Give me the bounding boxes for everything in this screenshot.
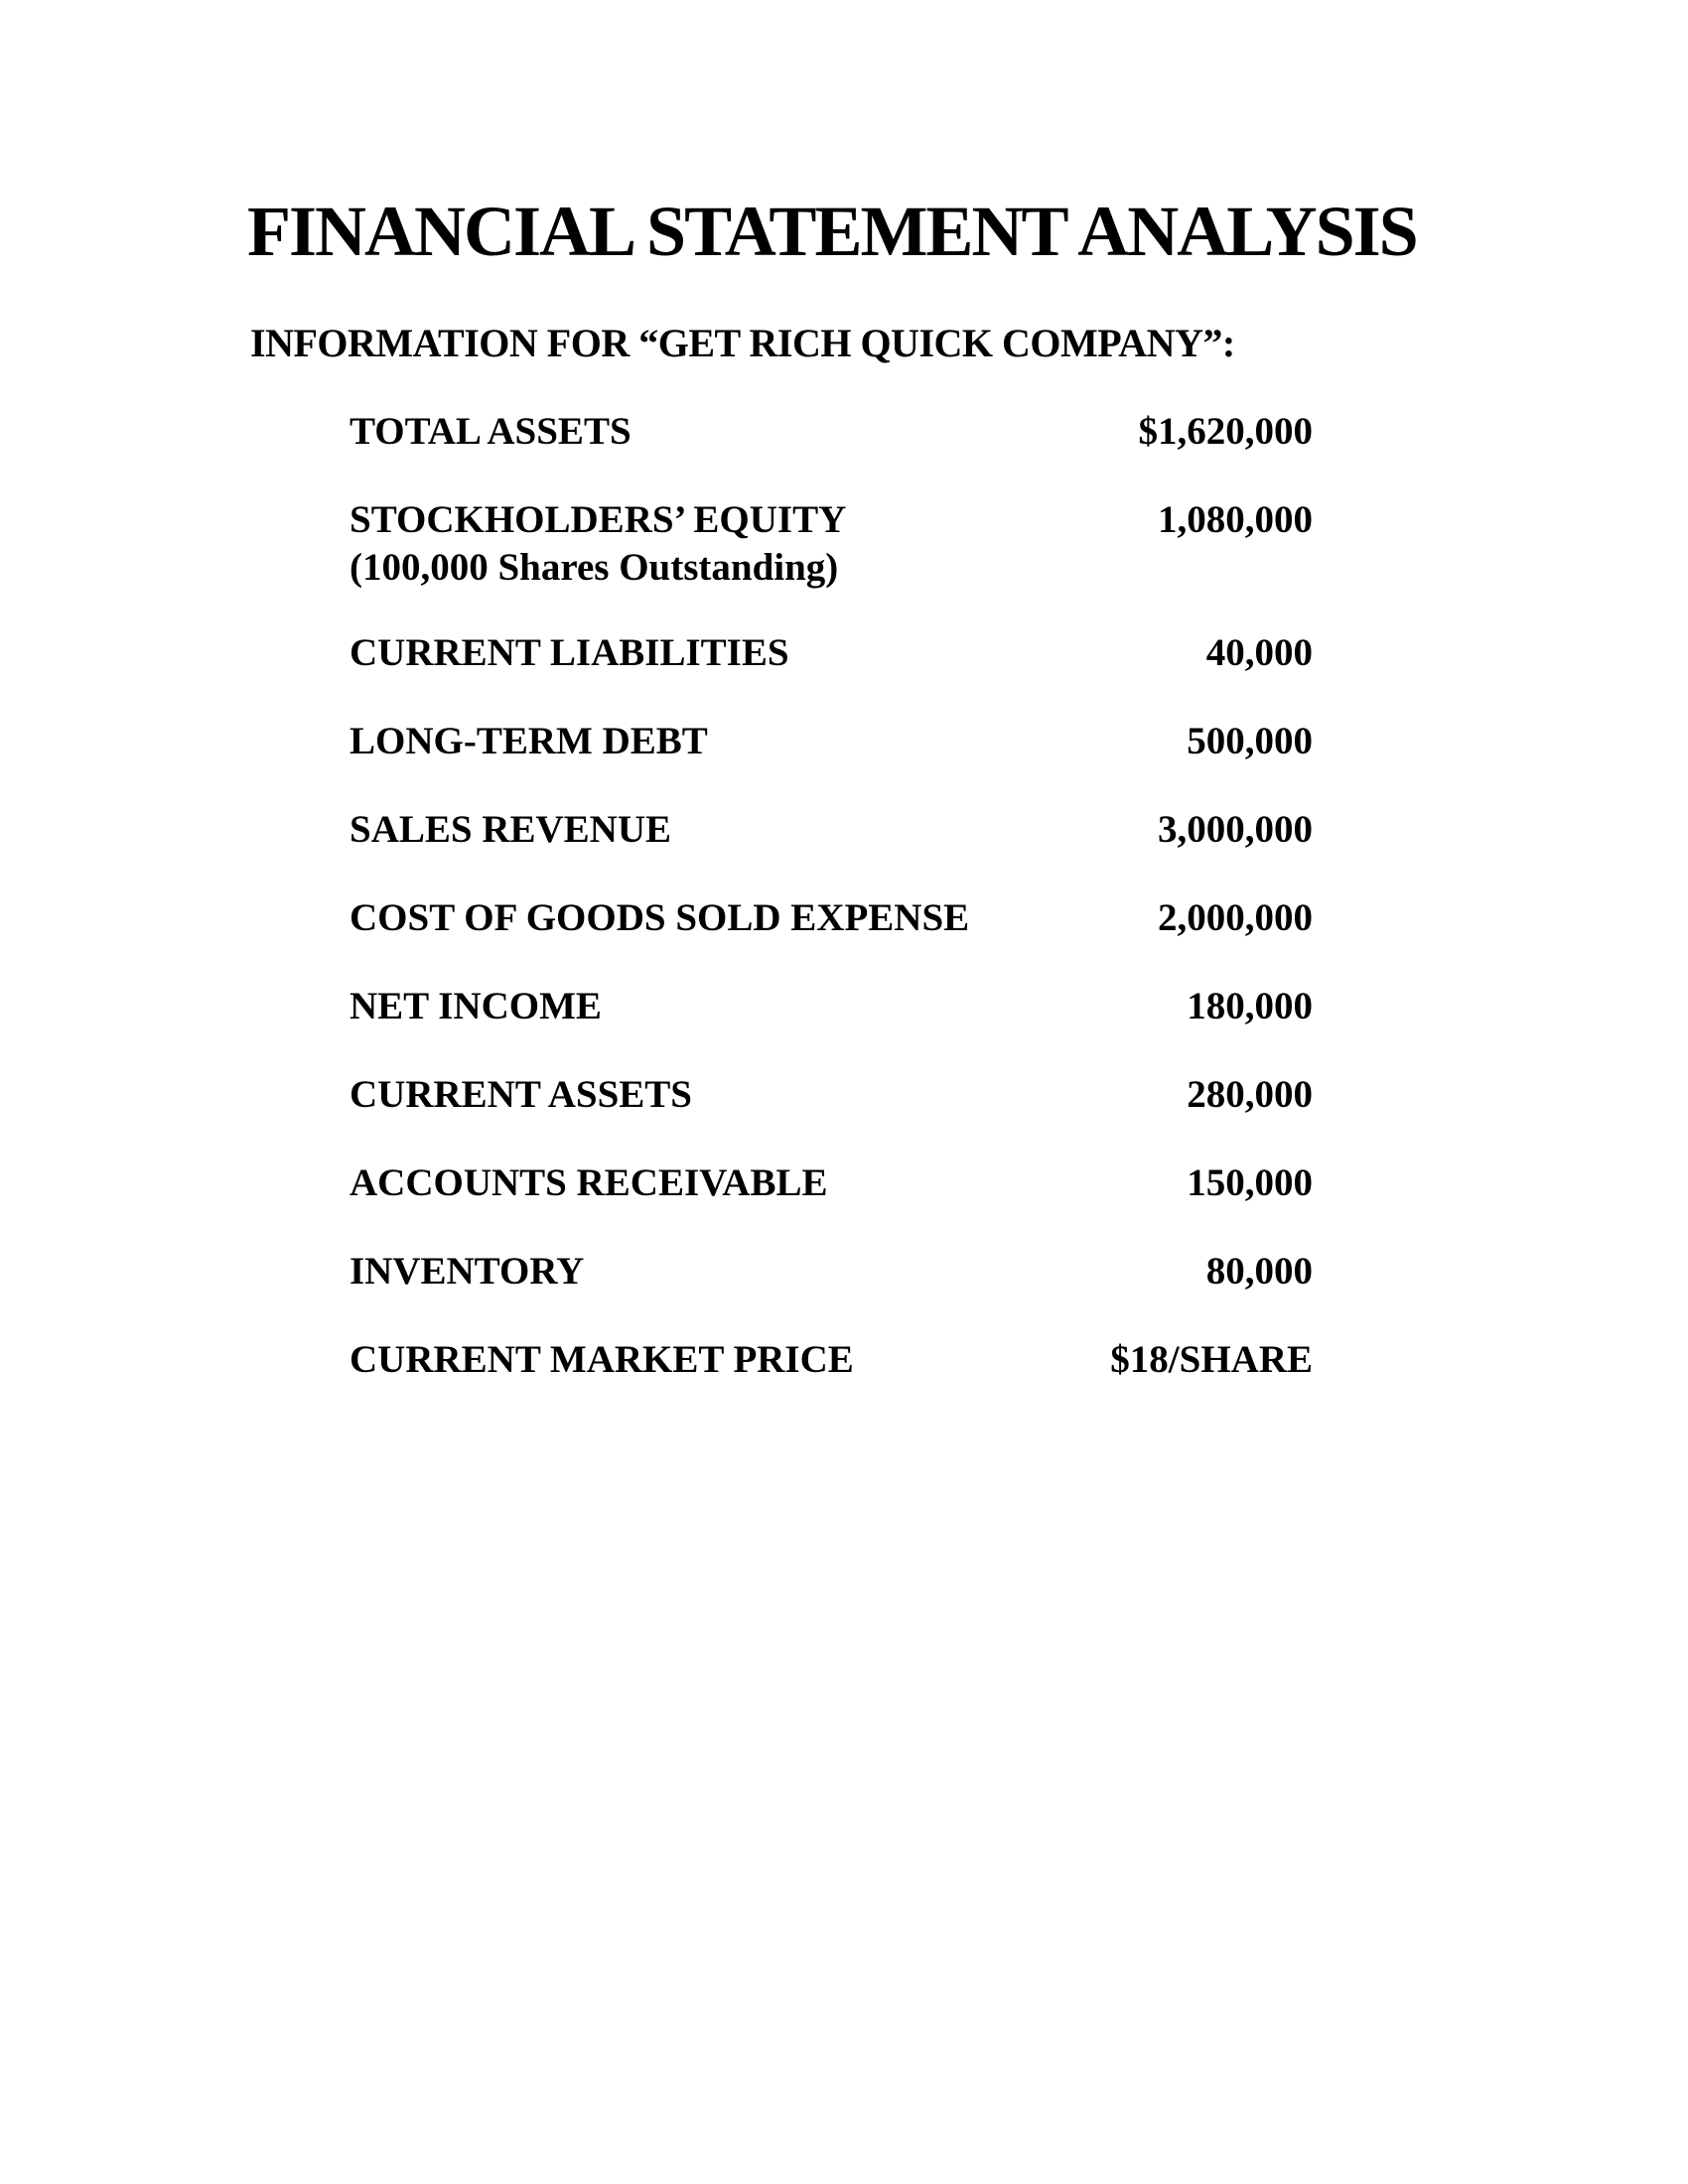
row-value: $1,620,000: [1138, 410, 1313, 453]
row-label-text: COST OF GOODS SOLD EXPENSE: [350, 896, 970, 939]
row-value: 2,000,000: [1158, 896, 1313, 939]
row-label-text: TOTAL ASSETS: [350, 410, 632, 453]
row-label: [350, 498, 846, 593]
row-label-text: STOCKHOLDERS’ EQUITY: [350, 498, 847, 541]
row-label-text: LONG-TERM DEBT: [350, 720, 708, 762]
row-label-text: INVENTORY: [350, 1250, 585, 1293]
page-title: FINANCIAL STATEMENT ANALYSIS: [247, 192, 1417, 271]
row-value: 150,000: [1187, 1161, 1313, 1204]
row-label-text: CURRENT ASSETS: [350, 1073, 693, 1116]
financial-rows: [350, 410, 1313, 1427]
row-label: [350, 896, 969, 940]
financial-row: [350, 410, 1313, 454]
financial-row: [350, 896, 1313, 940]
financial-row: [350, 1250, 1313, 1294]
row-label-text: ACCOUNTS RECEIVABLE: [350, 1161, 828, 1204]
row-label-text: NET INCOME: [350, 985, 602, 1027]
financial-row: [350, 498, 1313, 593]
row-sublabel: (100,000 Shares Outstanding): [350, 546, 839, 589]
row-label: [350, 720, 708, 763]
row-label: [350, 1250, 584, 1294]
row-value: 1,080,000: [1158, 498, 1313, 541]
row-label: [350, 1338, 854, 1382]
row-label-text: SALES REVENUE: [350, 808, 672, 851]
row-value: 80,000: [1205, 1250, 1313, 1293]
row-label: [350, 1161, 827, 1205]
company-info-heading: INFORMATION FOR “GET RICH QUICK COMPANY”:: [250, 321, 1235, 365]
row-value: 500,000: [1187, 720, 1313, 762]
row-label: [350, 410, 632, 454]
row-value: 180,000: [1187, 985, 1313, 1027]
financial-row: [350, 1073, 1313, 1117]
row-label: [350, 631, 789, 675]
row-label-text: CURRENT MARKET PRICE: [350, 1338, 854, 1381]
financial-row: [350, 1161, 1313, 1205]
row-value: 40,000: [1205, 631, 1313, 674]
row-value: 3,000,000: [1158, 808, 1313, 851]
row-label: [350, 1073, 692, 1117]
row-label-text: CURRENT LIABILITIES: [350, 631, 789, 674]
financial-row: [350, 1338, 1313, 1382]
row-label: [350, 808, 671, 852]
financial-row: [350, 985, 1313, 1028]
row-label: [350, 985, 602, 1028]
financial-row: [350, 631, 1313, 675]
financial-row: [350, 808, 1313, 852]
row-value: $18/SHARE: [1110, 1338, 1313, 1381]
financial-row: [350, 720, 1313, 763]
row-value: 280,000: [1187, 1073, 1313, 1116]
